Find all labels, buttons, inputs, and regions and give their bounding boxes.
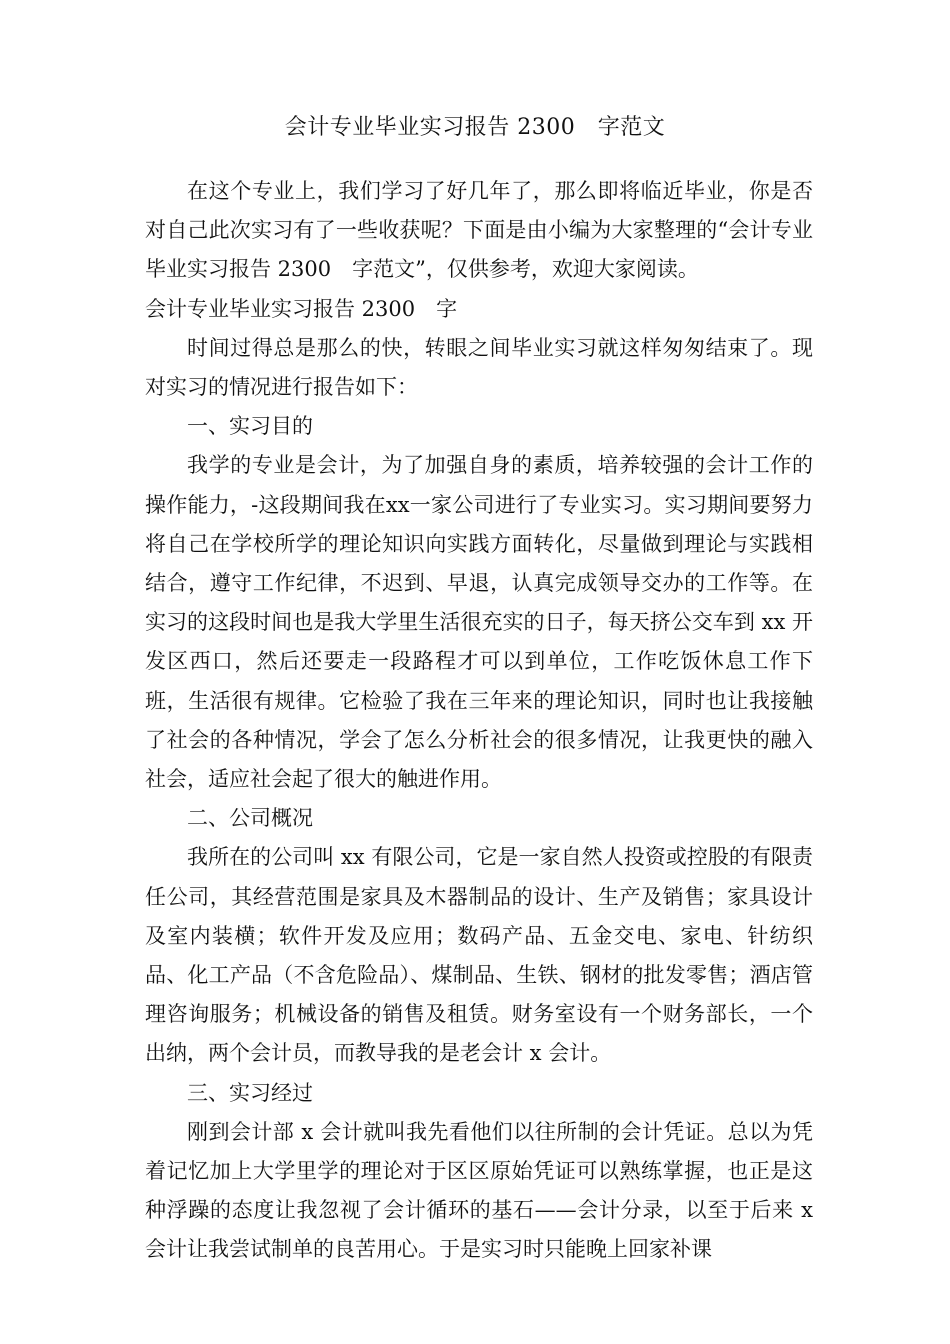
heading-purpose: 一、实习目的: [187, 414, 313, 439]
paragraph-company: 我所在的公司叫 xx 有限公司，它是一家自然人投资或控股的有限责任公司，其经营范围是家具及木器制品的设计、生产及销售；家具设计及室内装横；软件开发及应用；数码产品、五金交电、家电、针纺织品、化工产品（不含危险品）、煤制品、生铁、钢材的批发零售；酒店管理咨询服务；机械设备的销售及租赁。财务室设有一个财务部长，一个出纳，两个会计员，而教导我的是老会计 x 会计。: [145, 845, 813, 1066]
section-subtitle: 会计专业毕业实习报告 2300 字: [145, 296, 458, 321]
paragraph-opening: 时间过得总是那么的快，转眼之间毕业实习就这样匆匆结束了。现对实习的情况进行报告如下：: [145, 335, 813, 400]
heading-company: 二、公司概况: [187, 806, 313, 831]
document-body: [145, 172, 813, 1270]
heading-process: 三、实习经过: [187, 1080, 313, 1105]
paragraph-intro: 在这个专业上，我们学习了好几年了，那么即将临近毕业，你是否对自己此次实习有了一些收获呢？下面是由小编为大家整理的“会计专业毕业实习报告 2300 字范文”，仅供参考，欢迎大家阅读。: [145, 179, 813, 282]
paragraph-process: 刚到会计部 x 会计就叫我先看他们以往所制的会计凭证。总以为凭着记忆加上大学里学的理论对于区区原始凭证可以熟练掌握，也正是这种浮躁的态度让我忽视了会计循环的基石——会计分录，以至于后来 x 会计让我尝试制单的良苦用心。于是实习时只能晚上回家补课: [145, 1119, 813, 1262]
paragraph-purpose: 我学的专业是会计，为了加强自身的素质，培养较强的会计工作的操作能力，-这段期间我在xx一家公司进行了专业实习。实习期间要努力将自己在学校所学的理论知识向实践方面转化，尽量做到理论与实践相结合，遵守工作纪律，不迟到、早退，认真完成领导交办的工作等。在实习的这段时间也是我大学里生活很充实的日子，每天挤公交车到 xx 开发区西口，然后还要走一段路程才可以到单位，工作吃饭休息工作下班，生活很有规律。它检验了我在三年来的理论知识，同时也让我接触了社会的各种情况，学会了怎么分析社会的很多情况，让我更快的融入社会，适应社会起了很大的触进作用。: [145, 453, 813, 792]
document-title: 会计专业毕业实习报告 2300 字范文: [284, 115, 666, 140]
